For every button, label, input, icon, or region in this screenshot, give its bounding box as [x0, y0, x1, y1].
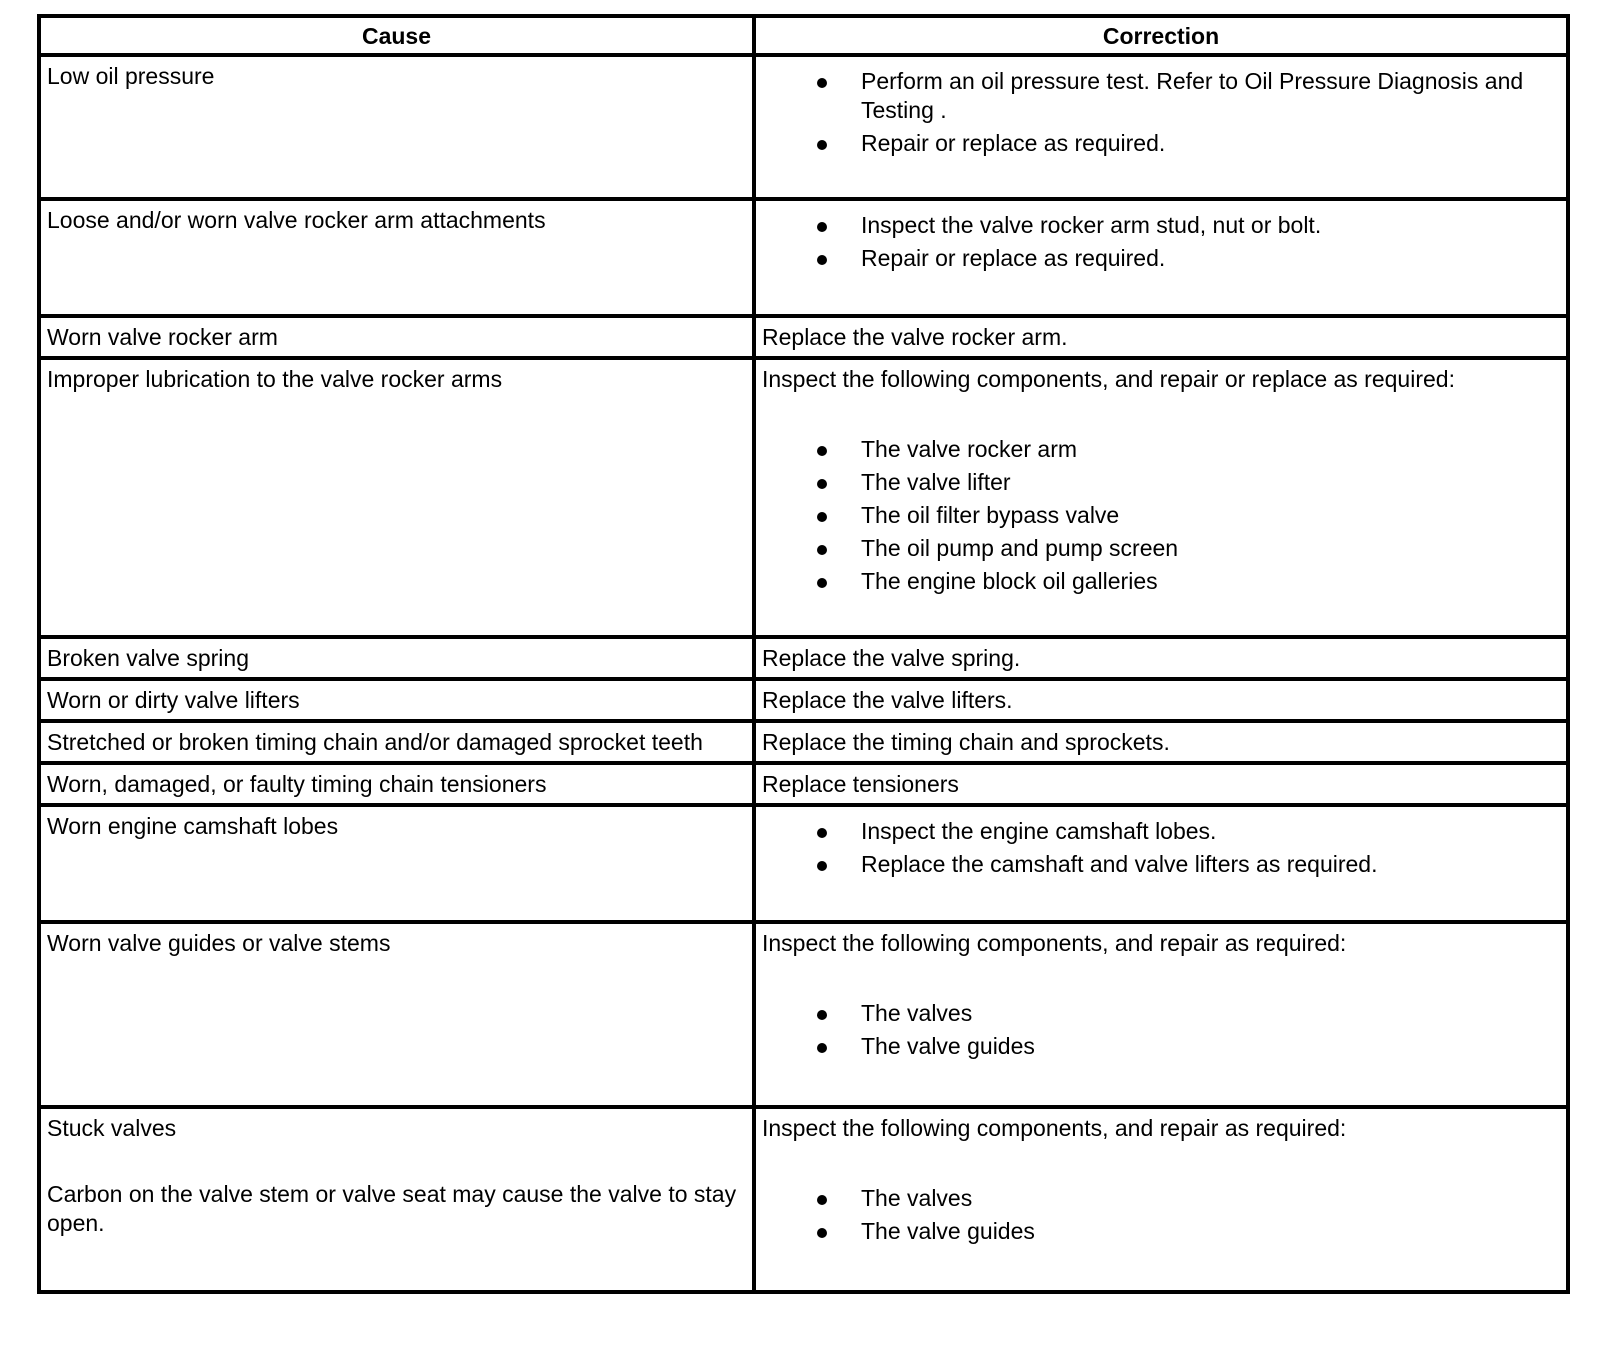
correction-cell	[754, 316, 1568, 358]
cause-cell	[39, 721, 754, 763]
cause-text: Worn valve rocker arm	[47, 324, 278, 350]
list-item: The oil filter bypass valve	[762, 501, 1560, 530]
table-row	[39, 55, 1568, 199]
list-item: Replace the camshaft and valve lifters as required.	[762, 850, 1560, 879]
table-row	[39, 1107, 1568, 1292]
cause-cell	[39, 316, 754, 358]
correction-intro: Inspect the following components, and repair as required:	[762, 930, 1347, 956]
cause-cell	[39, 805, 754, 922]
correction-cell	[754, 637, 1568, 679]
correction-cell	[754, 763, 1568, 805]
table-row	[39, 805, 1568, 922]
table-row	[39, 763, 1568, 805]
correction-cell	[754, 55, 1568, 199]
correction-cell	[754, 805, 1568, 922]
correction-list	[762, 817, 1560, 879]
cause-note: Carbon on the valve stem or valve seat may cause the valve to stay open.	[47, 1181, 737, 1236]
list-item: The valve guides	[762, 1032, 1560, 1061]
header-correction: Correction	[754, 16, 1568, 55]
list-item: The valves	[762, 999, 1560, 1028]
correction-intro: Inspect the following components, and repair or replace as required:	[762, 366, 1455, 392]
header-cause: Cause	[39, 16, 754, 55]
cause-text: Broken valve spring	[47, 645, 249, 671]
cause-cell	[39, 55, 754, 199]
table-row	[39, 637, 1568, 679]
cause-text: Improper lubrication to the valve rocker arms	[47, 366, 503, 392]
table-row	[39, 199, 1568, 316]
correction-list	[762, 435, 1560, 596]
correction-list	[762, 67, 1560, 158]
correction-intro: Inspect the following components, and repair as required:	[762, 1115, 1347, 1141]
cause-text: Low oil pressure	[47, 63, 215, 89]
correction-cell	[754, 721, 1568, 763]
list-item: The valve guides	[762, 1217, 1560, 1246]
correction-list	[762, 1184, 1560, 1246]
correction-text: Replace the timing chain and sprockets.	[762, 729, 1170, 755]
cause-text: Worn engine camshaft lobes	[47, 813, 339, 839]
table-row	[39, 316, 1568, 358]
list-item: The engine block oil galleries	[762, 567, 1560, 596]
list-item: Inspect the engine camshaft lobes.	[762, 817, 1560, 846]
cause-text: Loose and/or worn valve rocker arm attachments	[47, 207, 546, 233]
table-row	[39, 358, 1568, 637]
correction-text: Replace tensioners	[762, 771, 959, 797]
correction-cell	[754, 199, 1568, 316]
cause-cell	[39, 763, 754, 805]
list-item: Inspect the valve rocker arm stud, nut or bolt.	[762, 211, 1560, 240]
correction-cell	[754, 358, 1568, 637]
table-row	[39, 679, 1568, 721]
list-item: The valve rocker arm	[762, 435, 1560, 464]
cause-text: Worn or dirty valve lifters	[47, 687, 300, 713]
diagnostic-table	[37, 14, 1570, 1294]
correction-text: Replace the valve lifters.	[762, 687, 1013, 713]
list-item: The oil pump and pump screen	[762, 534, 1560, 563]
cause-cell	[39, 679, 754, 721]
list-item: Perform an oil pressure test. Refer to Oil Pressure Diagnosis and Testing .	[762, 67, 1560, 125]
list-item: Repair or replace as required.	[762, 244, 1560, 273]
list-item: Repair or replace as required.	[762, 129, 1560, 158]
cause-text: Worn valve guides or valve stems	[47, 930, 391, 956]
cause-text: Worn, damaged, or faulty timing chain tensioners	[47, 771, 547, 797]
correction-list	[762, 211, 1560, 273]
table-row	[39, 922, 1568, 1107]
correction-text: Replace the valve rocker arm.	[762, 324, 1068, 350]
list-item: The valves	[762, 1184, 1560, 1213]
cause-cell	[39, 637, 754, 679]
cause-text: Stuck valves	[47, 1115, 177, 1141]
correction-cell	[754, 1107, 1568, 1292]
cause-cell	[39, 922, 754, 1107]
correction-list	[762, 999, 1560, 1061]
correction-cell	[754, 922, 1568, 1107]
list-item: The valve lifter	[762, 468, 1560, 497]
correction-text: Replace the valve spring.	[762, 645, 1021, 671]
cause-cell	[39, 199, 754, 316]
correction-cell	[754, 679, 1568, 721]
header-row	[39, 16, 1568, 55]
cause-cell	[39, 1107, 754, 1292]
cause-text: Stretched or broken timing chain and/or damaged sprocket teeth	[47, 729, 703, 755]
cause-cell	[39, 358, 754, 637]
table-row	[39, 721, 1568, 763]
